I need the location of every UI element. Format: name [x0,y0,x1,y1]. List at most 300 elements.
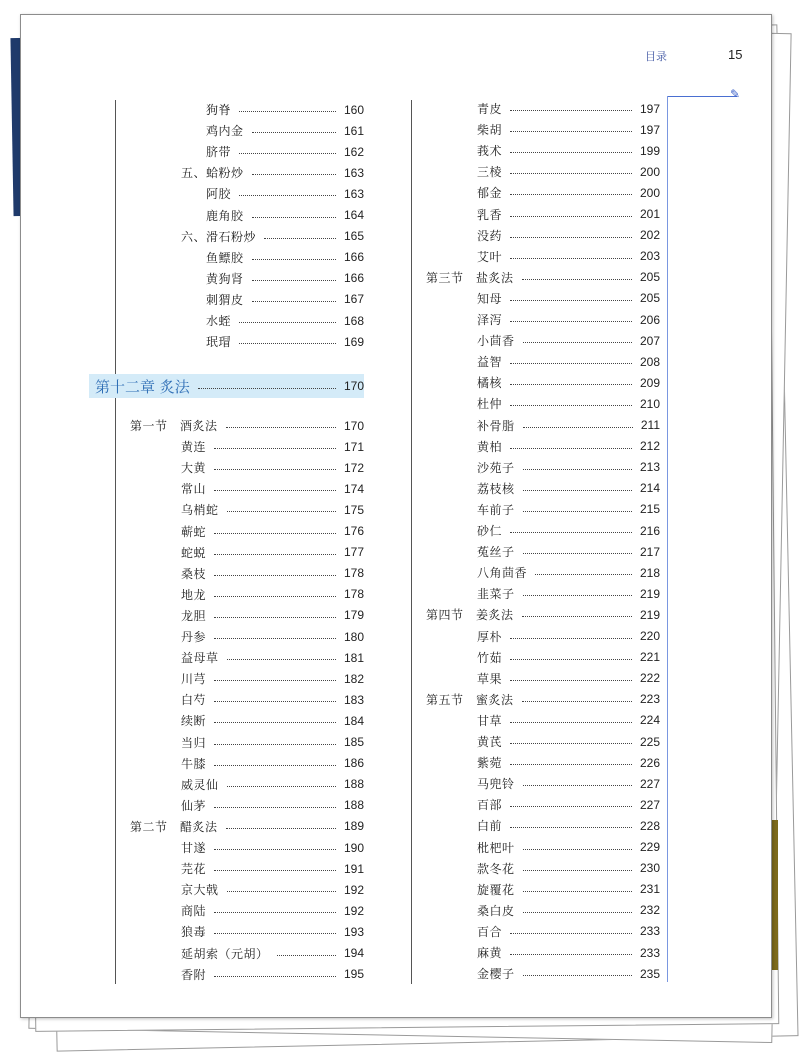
entry-title: 青皮 [477,102,503,116]
entry-page: 190 [343,840,364,855]
leader-dots [510,827,632,828]
entry-page: 200 [639,185,660,200]
pen-annotation-icon[interactable]: ✎ [730,87,741,101]
entry-title: 姜炙法 [476,608,514,623]
entry-title: 五、蛤粉炒 [181,166,244,181]
toc-entry[interactable] [477,288,660,309]
toc-entry[interactable] [181,647,364,668]
entry-page: 202 [639,228,660,243]
entry-page: 222 [639,671,660,686]
toc-entry[interactable] [181,584,364,605]
entry-page: 197 [639,122,660,137]
leader-dots [198,388,336,389]
leader-dots [239,343,336,344]
entry-title: 白芍 [181,693,207,708]
entry-page: 233 [639,945,660,960]
toc-entry[interactable] [181,563,364,584]
entry-title: 蕲蛇 [181,524,207,539]
entry-page: 166 [343,250,364,265]
section-label: 第三节 [426,270,464,285]
toc-entry[interactable] [181,732,364,753]
entry-page: 206 [639,312,660,327]
toc-entry[interactable] [181,626,364,647]
entry-page: 164 [343,208,364,222]
leader-dots [252,174,336,175]
entry-page: 228 [639,818,660,833]
bookmark-marker-top [667,96,737,101]
entry-page: 221 [639,650,660,665]
leader-dots [510,258,632,259]
toc-entry[interactable] [206,247,364,268]
toc-entry[interactable] [477,372,660,393]
toc-entry[interactable] [477,858,660,879]
leader-dots [214,533,336,534]
toc-entry[interactable] [181,837,364,858]
entry-title: 黄芪 [477,735,503,749]
bookmark-marker-line [667,96,668,982]
toc-entry[interactable] [181,457,364,478]
leader-dots [214,469,336,470]
toc-entry[interactable] [477,668,660,689]
leader-dots [523,469,632,470]
entry-page: 186 [343,756,364,771]
entry-title: 蛇蜕 [181,545,207,560]
running-header-section: 目录 [645,50,667,63]
entry-page: 235 [639,966,660,981]
toc-entry[interactable] [181,921,364,942]
toc-entry[interactable] [206,120,364,141]
entry-page: 188 [343,777,364,792]
leader-dots [227,659,336,660]
toc-entry[interactable] [181,605,364,626]
toc-entry[interactable] [181,521,364,542]
leader-dots [510,405,632,406]
entry-title: 百合 [477,924,503,939]
toc-entry[interactable] [477,710,660,731]
entry-title: 鸡内金 [206,124,244,139]
toc-entry[interactable] [477,225,660,246]
entry-page: 181 [343,650,364,665]
entry-page: 182 [343,671,364,686]
entry-page: 199 [639,143,660,158]
entry-page: 211 [640,418,660,432]
entry-title: 川芎 [181,672,207,687]
toc-entry[interactable] [477,478,660,499]
entry-title: 百部 [477,798,503,813]
entry-page: 172 [343,460,364,475]
toc-entry[interactable] [477,140,660,161]
leader-dots [510,743,632,744]
entry-page: 226 [639,755,660,770]
toc-entry[interactable] [477,879,660,900]
entry-page: 216 [639,523,660,538]
entry-page: 197 [639,101,660,116]
toc-entry[interactable] [477,794,660,815]
toc-entry[interactable] [477,393,660,414]
entry-page: 179 [343,608,364,623]
leader-dots [214,765,336,766]
toc-entry[interactable] [206,99,364,120]
toc-entry[interactable] [477,182,660,203]
leader-dots [226,427,336,428]
entry-title: 延胡索（元胡） [181,946,269,961]
entry-page: 219 [639,586,660,601]
toc-entry[interactable] [477,309,660,330]
leader-dots [239,322,336,323]
entry-title: 橘核 [477,376,503,391]
entry-page: 165 [343,229,364,244]
entry-title: 八角茴香 [477,566,528,581]
entry-title: 麻黄 [477,946,503,960]
leader-dots [239,153,336,154]
toc-entry[interactable] [181,162,364,183]
entry-title: 莪术 [477,144,503,159]
entry-page: 176 [343,524,364,538]
toc-entry[interactable] [477,541,660,562]
leader-dots [277,955,336,956]
toc-entry[interactable] [181,436,364,457]
leader-dots [227,511,336,512]
entry-page: 184 [343,713,364,728]
leader-dots [252,217,336,218]
entry-page: 185 [343,735,364,749]
leader-dots [227,891,336,892]
toc-entry[interactable] [206,310,364,331]
entry-page: 207 [639,333,660,348]
toc-entry[interactable] [426,604,660,625]
entry-page: 192 [343,882,364,897]
toc-entry[interactable] [426,689,660,710]
section-label: 第一节 [130,419,168,433]
entry-title: 阿胶 [206,187,232,202]
entry-title: 龙胆 [181,608,207,623]
entry-page: 162 [343,144,364,159]
toc-entry[interactable] [477,773,660,794]
entry-page: 170 [343,418,364,433]
entry-page: 178 [343,566,364,581]
leader-dots [523,490,632,491]
toc-entry[interactable] [477,520,660,541]
entry-page: 200 [639,164,660,179]
entry-page: 163 [343,165,364,180]
entry-title: 柴胡 [477,123,503,138]
toc-entry[interactable] [206,183,364,204]
toc-entry[interactable] [181,499,364,520]
leader-dots [510,173,632,174]
entry-title: 刺猬皮 [206,292,244,307]
entry-title: 竹茹 [477,650,503,665]
leader-dots [510,131,632,132]
entry-page: 233 [639,924,660,939]
leader-dots [510,194,632,195]
entry-page: 215 [639,502,660,517]
entry-title: 牛膝 [181,756,207,771]
entry-page: 195 [343,967,364,982]
entry-page: 223 [639,692,660,707]
toc-entry[interactable] [477,330,660,351]
entry-title: 甘草 [477,713,503,728]
leader-dots [214,490,336,491]
toc-entry[interactable] [477,351,660,372]
entry-title: 菟丝子 [477,545,515,560]
entry-page: 218 [639,565,660,580]
entry-title: 艾叶 [477,249,503,264]
entry-title: 六、滑石粉炒 [181,229,257,244]
leader-dots [214,722,336,723]
entry-title: 厚朴 [477,629,503,644]
leader-dots [510,448,632,449]
leader-dots [523,427,633,428]
entry-title: 桑白皮 [477,903,515,918]
entry-title: 威灵仙 [181,777,219,792]
leader-dots [214,701,336,702]
entry-page: 171 [343,439,364,454]
leader-dots [510,152,632,153]
toc-entry[interactable] [477,457,660,478]
entry-title: 仙茅 [181,798,207,813]
leader-dots [510,954,632,955]
entry-page: 163 [343,186,364,201]
toc-entry[interactable] [477,647,660,668]
chapter-title: 第十二章 炙法 [95,377,190,396]
toc-entry[interactable] [181,710,364,731]
toc-entry[interactable] [130,816,364,837]
entry-title: 马兜铃 [477,777,515,792]
toc-entry[interactable] [477,815,660,836]
entry-title: 桑枝 [181,566,207,581]
toc-entry[interactable] [181,858,364,879]
entry-title: 水蛭 [206,314,232,328]
toc-entry[interactable] [477,752,660,773]
leader-dots [239,195,336,196]
leader-dots [214,596,336,597]
toc-entry[interactable] [181,226,364,247]
entry-page: 160 [343,102,364,117]
leader-dots [510,110,632,111]
toc-entry[interactable] [477,246,660,267]
entry-title: 狗脊 [206,103,232,117]
leader-dots [510,321,632,322]
entry-title: 小茴香 [477,334,515,349]
section-label: 第五节 [426,692,464,707]
entry-title: 醋炙法 [180,819,218,834]
entry-title: 京大戟 [181,883,219,898]
entry-page: 203 [639,249,660,264]
entry-title: 盐炙法 [476,270,514,285]
entry-page: 214 [639,481,660,496]
leader-dots [214,849,336,850]
toc-entry[interactable] [181,478,364,499]
leader-dots [510,216,632,217]
leader-dots [252,132,336,133]
entry-title: 商陆 [181,904,207,919]
leader-dots [214,744,336,745]
entry-title: 黄连 [181,440,207,455]
leader-dots [214,638,336,639]
leader-dots [510,363,632,364]
toc-entry[interactable] [477,942,660,963]
entry-page: 219 [639,607,660,622]
toc-entry[interactable] [206,268,364,289]
toc-entry[interactable] [426,267,660,288]
entry-title: 旋覆花 [477,882,515,897]
entry-title: 脐带 [206,145,232,160]
entry-page: 191 [343,861,364,876]
leader-dots [214,912,336,913]
section-label: 第二节 [130,819,168,834]
entry-title: 款冬花 [477,861,515,876]
toc-entry[interactable] [477,626,660,647]
entry-title: 沙苑子 [477,460,515,475]
entry-title: 芫花 [181,862,207,877]
entry-title: 韭菜子 [477,587,515,602]
leader-dots [523,553,632,554]
toc-entry[interactable] [181,689,364,710]
toc-entry[interactable] [477,837,660,858]
entry-title: 鹿角胶 [206,208,244,223]
entry-page: 180 [343,629,364,644]
leader-dots [510,532,632,533]
leader-dots [523,891,632,892]
entry-title: 丹参 [181,630,207,644]
entry-page: 205 [639,270,660,285]
toc-entry[interactable] [181,943,364,964]
leader-dots [523,785,632,786]
toc-entry[interactable] [181,964,364,985]
leader-dots [214,807,336,808]
leader-dots [510,933,632,934]
toc-entry[interactable] [477,562,660,583]
leader-dots [510,680,632,681]
entry-title: 蜜炙法 [476,692,514,707]
toc-entry[interactable] [477,161,660,182]
entry-page: 205 [639,291,660,306]
entry-page: 174 [343,481,364,496]
entry-title: 三棱 [477,165,503,180]
entry-page: 178 [343,587,364,602]
leader-dots [522,279,632,280]
toc-entry[interactable] [477,900,660,921]
leader-dots [214,976,336,977]
entry-title: 杜仲 [477,397,503,412]
toc-entry[interactable] [181,542,364,563]
toc-entry[interactable] [477,436,660,457]
toc-entry[interactable] [477,98,660,119]
leader-dots [214,680,336,681]
leader-dots [523,342,632,343]
toc-entry[interactable] [477,921,660,942]
toc-entry[interactable] [206,141,364,162]
toc-entry[interactable] [181,795,364,816]
leader-dots [264,238,336,239]
leader-dots [523,595,632,596]
toc-entry[interactable] [130,415,364,436]
entry-title: 黄狗肾 [206,271,244,286]
toc-entry[interactable] [206,289,364,310]
entry-title: 当归 [181,735,207,750]
entry-title: 乳香 [477,207,503,222]
left-column-rule [115,100,116,984]
leader-dots [252,280,336,281]
leader-dots [214,448,336,449]
entry-title: 续断 [181,714,207,729]
entry-page: 161 [343,123,364,138]
entry-title: 知母 [477,291,503,306]
toc-entry[interactable] [477,415,660,436]
toc-entry[interactable] [181,774,364,795]
leader-dots [239,111,336,112]
entry-page: 212 [639,439,660,454]
entry-page: 210 [639,396,660,411]
entry-title: 益智 [477,355,503,370]
entry-title: 补骨脂 [477,418,515,433]
entry-title: 车前子 [477,502,515,517]
leader-dots [523,849,632,850]
entry-page: 183 [343,692,364,707]
toc-entry[interactable] [181,668,364,689]
entry-title: 砂仁 [477,524,503,538]
toc-entry[interactable] [206,205,364,226]
toc-entry[interactable] [181,900,364,921]
chapter-page: 170 [343,379,364,393]
entry-page: 229 [639,840,660,854]
leader-dots [252,259,336,260]
toc-entry[interactable] [181,753,364,774]
leader-dots [214,870,336,871]
entry-title: 白前 [477,819,503,834]
entry-title: 香附 [181,967,207,982]
leader-dots [510,764,632,765]
toc-entry[interactable] [477,583,660,604]
toc-entry[interactable] [477,204,660,225]
page-number: 15 [728,47,743,62]
entry-title: 荔枝核 [477,481,515,496]
leader-dots [226,828,336,829]
entry-title: 大黄 [181,461,207,476]
leader-dots [227,786,336,787]
toc-entry[interactable] [477,499,660,520]
toc-entry[interactable] [181,879,364,900]
section-label: 第四节 [426,608,464,623]
entry-title: 金樱子 [477,967,515,982]
leader-dots [535,574,632,575]
leader-dots [523,975,632,976]
entry-title: 甘遂 [181,841,207,855]
entry-page: 192 [343,903,364,918]
entry-title: 紫菀 [477,756,503,771]
toc-entry[interactable] [477,963,660,984]
chapter-heading[interactable] [89,374,364,398]
entry-title: 酒炙法 [180,419,218,433]
entry-title: 没药 [477,228,503,243]
entry-title: 黄柏 [477,439,503,454]
entry-page: 230 [639,861,660,876]
entry-page: 232 [639,903,660,918]
leader-dots [510,300,632,301]
toc-entry[interactable] [477,119,660,140]
entry-page: 194 [343,946,364,960]
entry-page: 177 [343,545,364,560]
entry-page: 188 [343,798,364,813]
toc-entry[interactable] [477,731,660,752]
entry-title: 草果 [477,671,503,686]
leader-dots [523,870,632,871]
entry-page: 175 [343,502,364,517]
leader-dots [214,554,336,555]
entry-page: 166 [343,271,364,286]
leader-dots [510,384,632,385]
toc-entry[interactable] [206,331,364,352]
